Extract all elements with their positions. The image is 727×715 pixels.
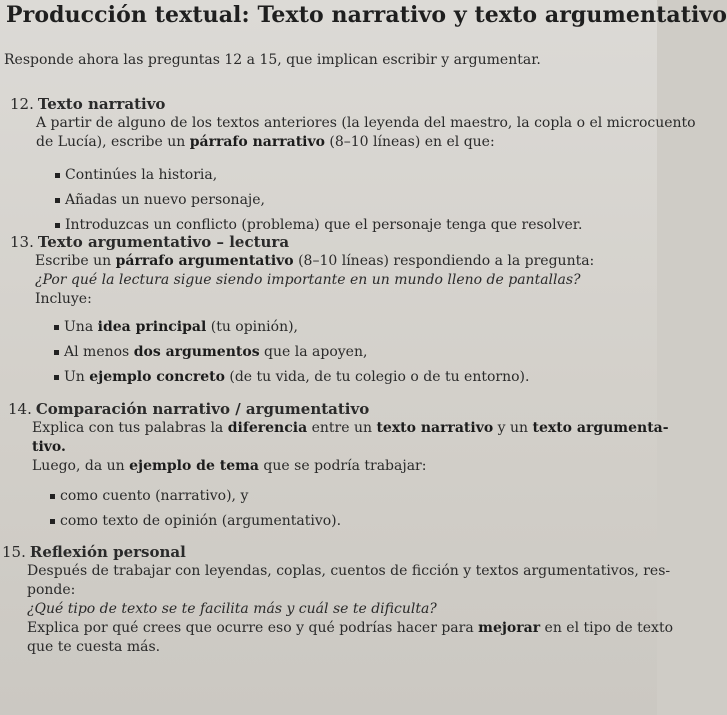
question-13-number: 13. — [10, 233, 34, 251]
question-14-line2: tivo. — [32, 439, 66, 455]
question-13-line1: Escribe un párrafo argumentativo (8–10 líneas) respondiendo a la pregunta: — [35, 253, 595, 269]
question-14-bullets — [60, 487, 648, 531]
question-12 — [10, 95, 696, 235]
question-15-line1: Después de trabajar con leyendas, coplas, cuentos de ficción y textos argumentativos, res- — [27, 563, 671, 579]
question-15-prompt: ¿Qué tipo de texto se te facilita más y cuál se te dificulta? — [27, 601, 437, 617]
question-15-number: 15. — [2, 543, 26, 561]
list-item: Introduzcas un conflicto (problema) que el personaje tenga que resolver. — [65, 216, 650, 235]
question-13-bullets — [64, 318, 650, 387]
question-15-body — [27, 562, 674, 657]
question-15 — [2, 543, 674, 657]
question-14-number: 14. — [8, 400, 32, 418]
list-item: Continúes la historia, — [65, 166, 650, 185]
question-12-title: Texto narrativo — [37, 95, 166, 113]
question-12-heading — [10, 95, 650, 114]
emphasis-parrafo-argumentativo: párrafo argumentativo — [115, 253, 294, 269]
question-12-bullets — [65, 166, 650, 235]
question-13-body — [35, 252, 650, 309]
question-15-heading — [2, 543, 642, 562]
question-15-line3: Explica por qué crees que ocurre eso y qué podrías hacer para mejorar en el tipo de texto — [27, 620, 674, 636]
question-12-line1: A partir de alguno de los textos anteriores (la leyenda del maestro, la copla o el microcuento — [36, 115, 696, 131]
question-13-incluye-label: Incluye: — [35, 291, 92, 307]
question-13-prompt: ¿Por qué la lectura sigue siendo importante en un mundo lleno de pantallas? — [35, 272, 581, 288]
emphasis-parrafo-narrativo: párrafo narrativo — [189, 134, 325, 150]
list-item: Al menos dos argumentos que la apoyen, — [64, 343, 650, 362]
intro-instruction: Responde ahora las preguntas 12 a 15, que implican escribir y argumentar. — [4, 52, 541, 68]
list-item: Una idea principal (tu opinión), — [64, 318, 650, 337]
list-item: Añadas un nuevo personaje, — [65, 191, 650, 210]
question-13-title: Texto argumentativo – lectura — [37, 233, 290, 251]
list-item: como texto de opinión (argumentativo). — [60, 512, 648, 531]
list-item: Un ejemplo concreto (de tu vida, de tu colegio o de tu entorno). — [64, 368, 650, 387]
question-15-title: Reflexión personal — [29, 543, 186, 561]
question-14-line1: Explica con tus palabras la diferencia entre un texto narrativo y un texto argumenta- — [32, 420, 669, 436]
question-13 — [10, 233, 650, 387]
question-14-title: Comparación narrativo / argumentativo — [35, 400, 370, 418]
question-14-heading — [8, 400, 648, 419]
question-14-body — [32, 419, 669, 476]
question-12-line2: de Lucía), escribe un párrafo narrativo (8–10 líneas) en el que: — [36, 134, 495, 150]
question-14 — [8, 400, 669, 531]
question-15-line4: que te cuesta más. — [27, 639, 161, 655]
question-13-heading — [10, 233, 650, 252]
page-title: Producción textual: Texto narrativo y texto argumentativo — [6, 2, 727, 28]
question-12-body — [36, 114, 696, 152]
question-15-line2: ponde: — [27, 582, 76, 598]
question-12-number: 12. — [10, 95, 34, 113]
question-14-line3: Luego, da un ejemplo de tema que se podría trabajar: — [32, 458, 427, 474]
list-item: como cuento (narrativo), y — [60, 487, 648, 506]
